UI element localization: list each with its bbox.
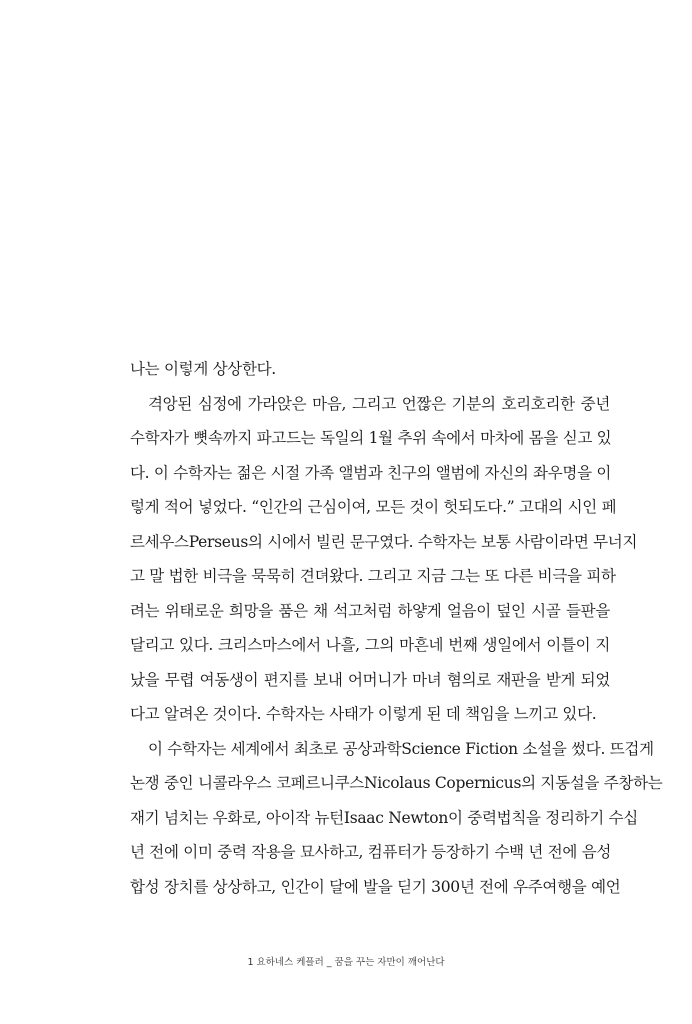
text-line: 났을 무렵 여동생이 편지를 보내 어머니가 마녀 혐의로 재판을 받게 되었 (130, 670, 610, 689)
text-line: 재기 넘치는 우화로, 아이작 뉴턴Isaac Newton이 중력법칙을 정리하기 수십 (130, 808, 638, 827)
text-line: 르세우스Perseus의 시에서 빌린 문구였다. 수학자는 보통 사람이라면 무너지 (130, 532, 638, 551)
running-footer: 1 요하네스 케플러 _ 꿈을 꾸는 자만이 깨어난다 (247, 957, 445, 968)
text-line: 고 말 법한 비극을 묵묵히 견뎌왔다. 그리고 지금 그는 또 다른 비극을 피하 (130, 567, 616, 585)
text-line: 격앙된 심정에 가라앉은 마음, 그리고 언짢은 기분의 호리호리한 중년 (148, 394, 610, 413)
text-line: 논쟁 중인 니콜라우스 코페르니쿠스Nicolaus Copernicus의 지동설을 주창하는 (130, 774, 663, 792)
text-line: 다고 알려온 것이다. 수학자는 사태가 이렇게 된 데 책임을 느끼고 있다. (130, 705, 597, 723)
text-line: 합성 장치를 상상하고, 인간이 달에 발을 딛기 300년 전에 우주여행을 예언 (130, 877, 621, 896)
text-line: 렇게 적어 넣었다. “인간의 근심이여, 모든 것이 헛되도다.” 고대의 시인 페 (130, 498, 617, 516)
text-line: 나는 이렇게 상상한다. (130, 360, 276, 378)
text-line: 려는 위태로운 희망을 품은 채 석고처럼 하얗게 얼음이 덮인 시골 들판을 (130, 601, 610, 620)
text-line: 이 수학자는 세계에서 최초로 공상과학Science Fiction 소설을 썼다. 뜨겁게 (148, 739, 654, 758)
text-line: 다. 이 수학자는 젊은 시절 가족 앨범과 친구의 앨범에 자신의 좌우명을 이 (130, 463, 612, 482)
text-line: 달리고 있다. 크리스마스에서 나흘, 그의 마흔네 번째 생일에서 이틀이 지 (130, 636, 610, 654)
text-line: 수학자가 뼛속까지 파고드는 독일의 1월 추위 속에서 마차에 몸을 싣고 있 (130, 429, 612, 447)
text-line: 년 전에 이미 중력 작용을 묘사하고, 컴퓨터가 등장하기 수백 년 전에 음성 (130, 843, 612, 861)
body-text (130, 352, 663, 904)
